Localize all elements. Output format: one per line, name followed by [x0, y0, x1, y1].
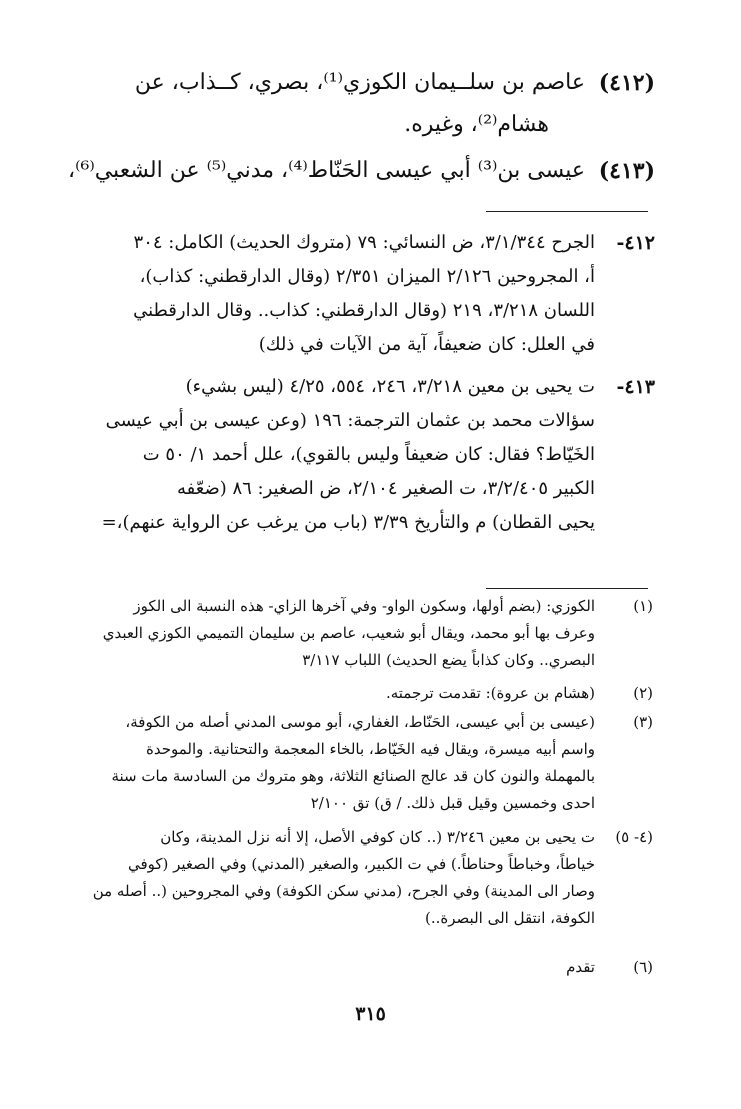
footnote-number: (١)	[633, 597, 653, 615]
footnote-line: بالمهملة والنون كان قد عالج الصنائع الثلاثة، وهو متروك من السادسة مات سنة	[111, 767, 595, 785]
footnote-4-5	[92, 824, 653, 932]
entry-line: عيسى بن⁽³⁾ أبي عيسى الحَنّاط⁽⁴⁾، مدني⁽⁵⁾ عن الشعبي⁽⁶⁾،	[67, 158, 585, 183]
apparatus-line: الجرح ٣/١/٣٤٤، ض النسائي: ٧٩ (متروك الحديث) الكامل: ٣٠٤	[133, 232, 595, 253]
entry-number: (٤١٢)	[598, 70, 655, 96]
apparatus-412	[96, 226, 653, 362]
apparatus-line: أ، المجروحين ٢/١٢٦ الميزان ٢/٣٥١ (وقال الدارقطني: كذاب)،	[139, 266, 595, 287]
apparatus-line: يحيى القطان) م والتأريخ ٣/٣٩ (باب من يرغب عن الرواية عنهم)،=	[101, 512, 595, 533]
footnote-number: (٤- ٥)	[615, 828, 653, 846]
footnote-line: احدى وخمسين وقيل قبل ذلك. / ق) تق ٢/١٠٠	[310, 794, 595, 812]
apparatus-line: في العلل: كان ضعيفاً، آية من الآيات في ذلك)	[258, 334, 595, 355]
page-number: ٣١٥	[355, 1003, 386, 1025]
apparatus-line: الخَيّاط؟ فقال: كان ضعيفاً وليس بالقوي)، علل أحمد ١/ ٥٠ ت	[142, 444, 595, 465]
footnote-line: وعرف بها أبو محمد، ويقال أبو شعيب، عاصم بن سليمان التميمي الكوزي العبدي	[102, 624, 595, 642]
apparatus-line: سؤالات محمد بن عثمان الترجمة: ١٩٦ (وعن عيسى بن أبي عيسى	[105, 410, 595, 431]
footnote-line: الكوفة، انتقل الى البصرة..)	[425, 909, 595, 927]
footnote-number: (٦)	[633, 958, 653, 976]
entry-412	[88, 62, 653, 146]
apparatus-line: ت يحيى بن معين ٣/٢١٨، ٢٤٦، ٥٥٤، ٤/٢٥ (ليس بشيء)	[185, 376, 595, 397]
footnote-line: (عيسى بن أبي عيسى، الحَنّاط، الغفاري، أبو موسى المدني أصله من الكوفة،	[125, 713, 595, 731]
entry-line: عاصم بن سلــيمان الكوزي⁽¹⁾، بصري، كــذاب، عن	[134, 70, 585, 95]
footnote-2	[96, 680, 653, 707]
footnote-1	[96, 593, 653, 674]
footnote-line: خياطاً، وخباطاً وحناطاً.) في ت الكبير، والصغير (المدني) وفي الصغير (كوفي	[127, 855, 595, 873]
footnote-number: (٣)	[633, 713, 653, 731]
separator-rule	[486, 211, 648, 212]
separator-rule	[486, 588, 648, 589]
apparatus-413	[96, 370, 653, 540]
apparatus-number: ٤١٢-	[616, 232, 655, 254]
footnote-3	[96, 709, 653, 817]
footnote-6	[96, 954, 653, 981]
footnote-line: واسم أبيه ميسرة، ويقال فيه الخَيّاط، بالخاء المعجمة والتحتانية. والموحدة	[145, 740, 595, 758]
entry-413	[67, 150, 655, 192]
footnote-line: تقدم	[566, 958, 595, 976]
apparatus-line: الكبير ٣/٢/٤٠٥، ت الصغير ٢/١٠٤، ض الصغير: ٨٦ (ضعّفه	[177, 478, 595, 499]
footnote-line: ت يحيى بن معين ٣/٢٤٦ (.. كان كوفي الأصل، إلا أنه نزل المدينة، وكان	[160, 828, 595, 846]
footnote-number: (٢)	[633, 684, 653, 702]
footnote-line: (هشام بن عروة): تقدمت ترجمته.	[385, 684, 595, 702]
footnote-line: وصار الى المدينة) وفي الجرح، (مدني سكن الكوفة) وفي المجروحين (.. أصله من	[92, 882, 595, 900]
footnote-line: الكوزي: (بضم أولها، وسكون الواو- وفي آخرها الزاي- هذه النسبة الى الكوز	[133, 597, 595, 615]
entry-number: (٤١٣)	[598, 158, 655, 184]
entry-line: هشام⁽²⁾، وغيره.	[404, 112, 549, 137]
apparatus-number: ٤١٣-	[616, 376, 655, 398]
footnote-line: البصري.. وكان كذاباً يضع الحديث) اللباب ٣/١١٧	[302, 651, 595, 669]
apparatus-line: اللسان ٣/٢١٨، ٢١٩ (وقال الدارقطني: كذاب.. وقال الدارقطني	[133, 300, 595, 321]
